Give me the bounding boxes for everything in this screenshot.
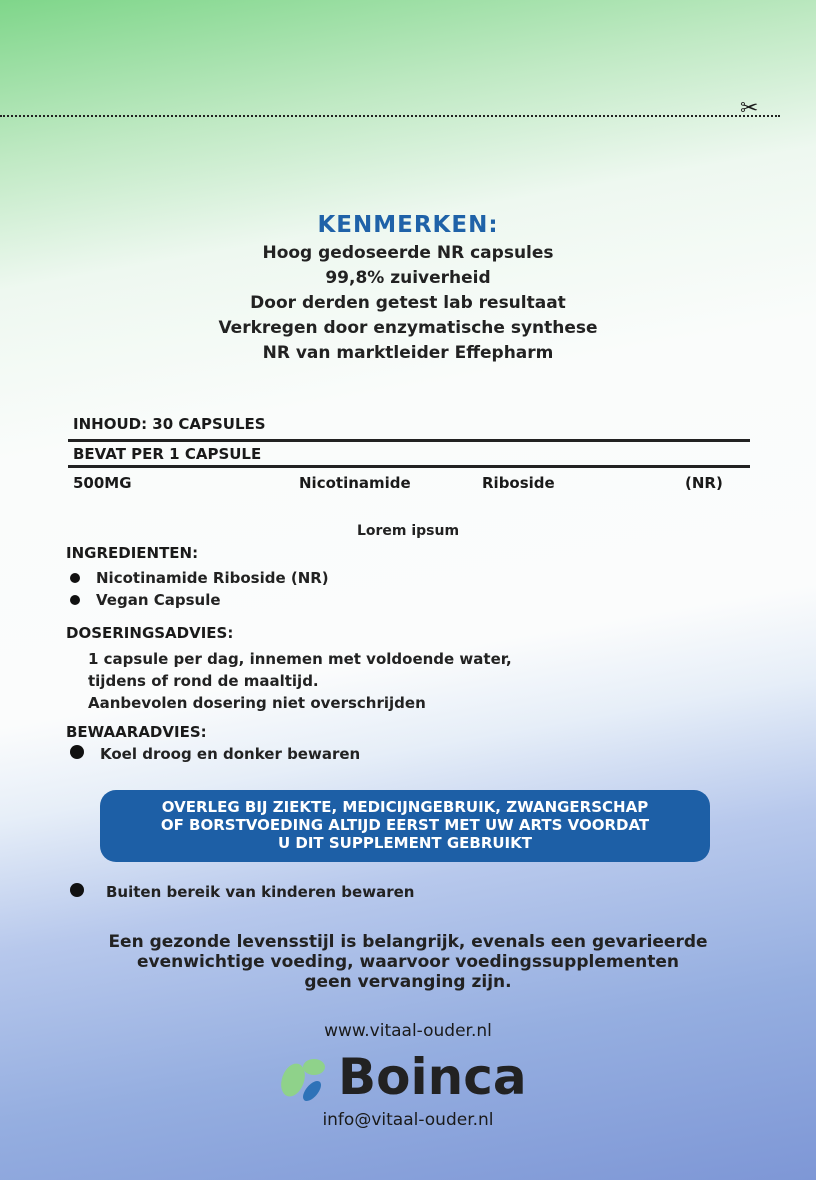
- list-item: [70, 567, 329, 589]
- storage-title: BEWAARADVIES:: [66, 723, 207, 741]
- bullet-icon: [70, 883, 84, 897]
- ingredients-title: INGREDIENTEN:: [66, 544, 199, 562]
- features-title: KENMERKEN:: [317, 212, 499, 238]
- website-link[interactable]: www.vitaal-ouder.nl: [324, 1021, 492, 1041]
- brand-name: Boinca: [338, 1048, 527, 1106]
- feature: Verkregen door enzymatische synthese: [218, 318, 598, 338]
- disclaimer-line: evenwichtige voeding, waarvoor voedingssupplementen: [137, 952, 679, 972]
- disclaimer-line: Een gezonde levensstijl is belangrijk, evenals een gevarieerde: [108, 932, 708, 952]
- cell: (NR): [685, 474, 723, 492]
- cell: Nicotinamide: [299, 474, 411, 492]
- item-label: Vegan Capsule: [96, 591, 221, 609]
- bullet-icon: [70, 573, 80, 583]
- disclaimer-line: geen vervanging zijn.: [304, 972, 512, 992]
- bullet-icon: [70, 745, 84, 759]
- divider: [68, 439, 750, 442]
- dose: 500MG: [73, 474, 132, 492]
- item-label: Buiten bereik van kinderen bewaren: [106, 883, 415, 901]
- item-label: Koel droog en donker bewaren: [100, 745, 361, 763]
- scissors-icon: ✂: [740, 96, 759, 121]
- feature: Hoog gedoseerde NR capsules: [262, 243, 554, 263]
- feature: NR van marktleider Effepharm: [262, 343, 554, 363]
- ingredients-list: [70, 567, 329, 611]
- divider: [68, 465, 750, 468]
- feature: 99,8% zuiverheid: [325, 268, 491, 288]
- warning-banner: [100, 790, 710, 862]
- disclaimer: [0, 932, 816, 992]
- item-label: Nicotinamide Riboside (NR): [96, 569, 329, 587]
- cell: Riboside: [482, 474, 555, 492]
- storage-item: [70, 883, 414, 901]
- dosage-line: tijdens of rond de maaltijd.: [88, 672, 319, 690]
- storage-item: [70, 745, 360, 763]
- brand-logo: [278, 1048, 527, 1106]
- leaf-icon: [278, 1052, 332, 1102]
- email-link[interactable]: info@vitaal-ouder.nl: [322, 1110, 494, 1130]
- cut-line: [0, 115, 780, 117]
- contents-label: INHOUD: 30 CAPSULES: [73, 415, 266, 433]
- warning-line: U DIT SUPPLEMENT GEBRUIKT: [277, 834, 532, 852]
- warning-line: OVERLEG BIJ ZIEKTE, MEDICIJNGEBRUIK, ZWANGERSCHAP: [161, 798, 649, 816]
- bullet-icon: [70, 595, 80, 605]
- list-item: [70, 589, 329, 611]
- feature: Door derden getest lab resultaat: [250, 293, 566, 313]
- dosage-line: Aanbevolen dosering niet overschrijden: [88, 694, 426, 712]
- note: Lorem ipsum: [356, 523, 460, 539]
- dosage-text: [88, 648, 512, 714]
- per-capsule-label: BEVAT PER 1 CAPSULE: [73, 445, 262, 463]
- warning-line: OF BORSTVOEDING ALTIJD EERST MET UW ARTS VOORDAT: [160, 816, 650, 834]
- dosage-title: DOSERINGSADVIES:: [66, 624, 234, 642]
- table-row: [68, 474, 750, 492]
- features-list: [0, 241, 816, 366]
- dosage-line: 1 capsule per dag, innemen met voldoende water,: [88, 650, 512, 668]
